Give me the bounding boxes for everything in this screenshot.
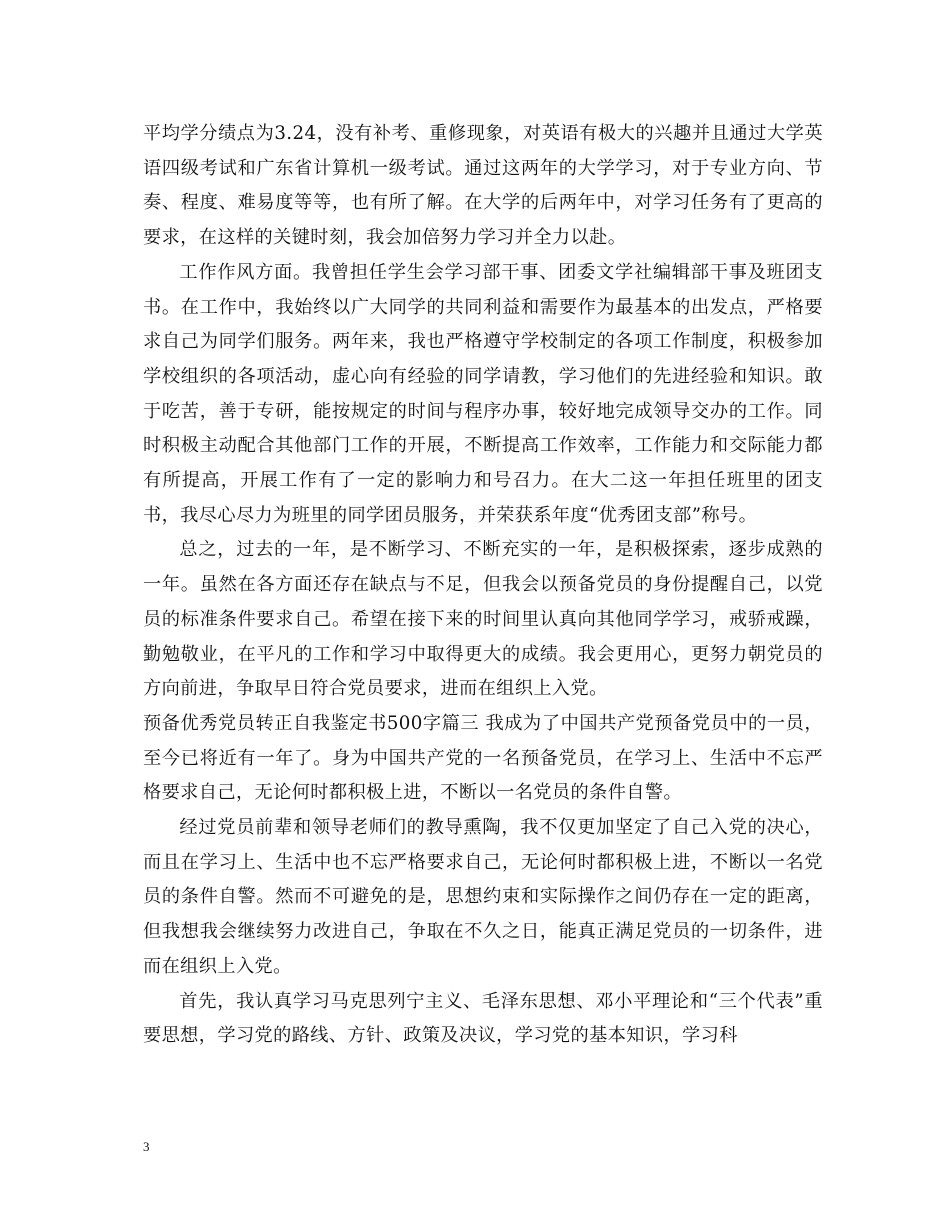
body-paragraph: 平均学分绩点为3.24，没有补考、重修现象，对英语有极大的兴趣并且通过大学英语四级考试和广东省计算机一级考试。通过这两年的大学学习，对于专业方向、节奏、程度、难易度等等，也有所了解。在大学的后两年中，对学习任务有了更高的要求，在这样的关键时刻，我会加倍努力学习并全力以赴。	[143, 123, 823, 249]
body-paragraph: 首先，我认真学习马克思列宁主义、毛泽东思想、邓小平理论和“三个代表”重要思想，学习党的路线、方针、政策及决议，学习党的基本知识，学习科	[143, 990, 823, 1047]
section-text: 我成为了中国共产党预备党员中的一员，至今已将近有一年了。身为中国共产党的一名预备党员，在学习上、生活中不忘严格要求自己，无论何时都积极上进，不断以一名党员的条件自警。	[143, 712, 823, 804]
page-number: 3	[143, 1139, 150, 1154]
document-body	[143, 117, 823, 1054]
body-paragraph: 经过党员前辈和领导老师们的教导熏陶，我不仅更加坚定了自己入党的决心，而且在学习上、生活中也不忘严格要求自己，无论何时都积极上进，不断以一名党员的条件自警。然而不可避免的是，思想约束和实际操作之间仍存在一定的距离，但我想我会继续努力改进自己，争取在不久之日，能真正满足党员的一切条件，进而在组织上入党。	[143, 817, 823, 977]
section-paragraph	[143, 707, 823, 811]
body-paragraph: 总之，过去的一年，是不断学习、不断充实的一年，是积极探索，逐步成熟的一年。虽然在各方面还存在缺点与不足，但我会以预备党员的身份提醒自己，以党员的标准条件要求自己。希望在接下来的时间里认真向其他同学学习，戒骄戒躁，勤勉敬业，在平凡的工作和学习中取得更大的成绩。我会更用心，更努力朝党员的方向前进，争取早日符合党员要求，进而在组织上入党。	[143, 539, 823, 700]
section-title: 预备优秀党员转正自我鉴定书500字篇三	[143, 712, 480, 734]
body-paragraph: 工作作风方面。我曾担任学生会学习部干事、团委文学社编辑部干事及班团支书。在工作中，我始终以广大同学的共同利益和需要作为最基本的出发点，严格要求自己为同学们服务。两年来，我也严格遵守学校制定的各项工作制度，积极参加学校组织的各项活动，虚心向有经验的同学请教，学习他们的先进经验和知识。敢于吃苦，善于专研，能按规定的时间与程序办事，较好地完成领导交办的工作。同时积极主动配合其他部门工作的开展，不断提高工作效率，工作能力和交际能力都有所提高，开展工作有了一定的影响力和号召力。在大二这一年担任班里的团支书，我尽心尽力为班里的同学团员服务，并荣获系年度“优秀团支部”称号。	[143, 261, 823, 526]
